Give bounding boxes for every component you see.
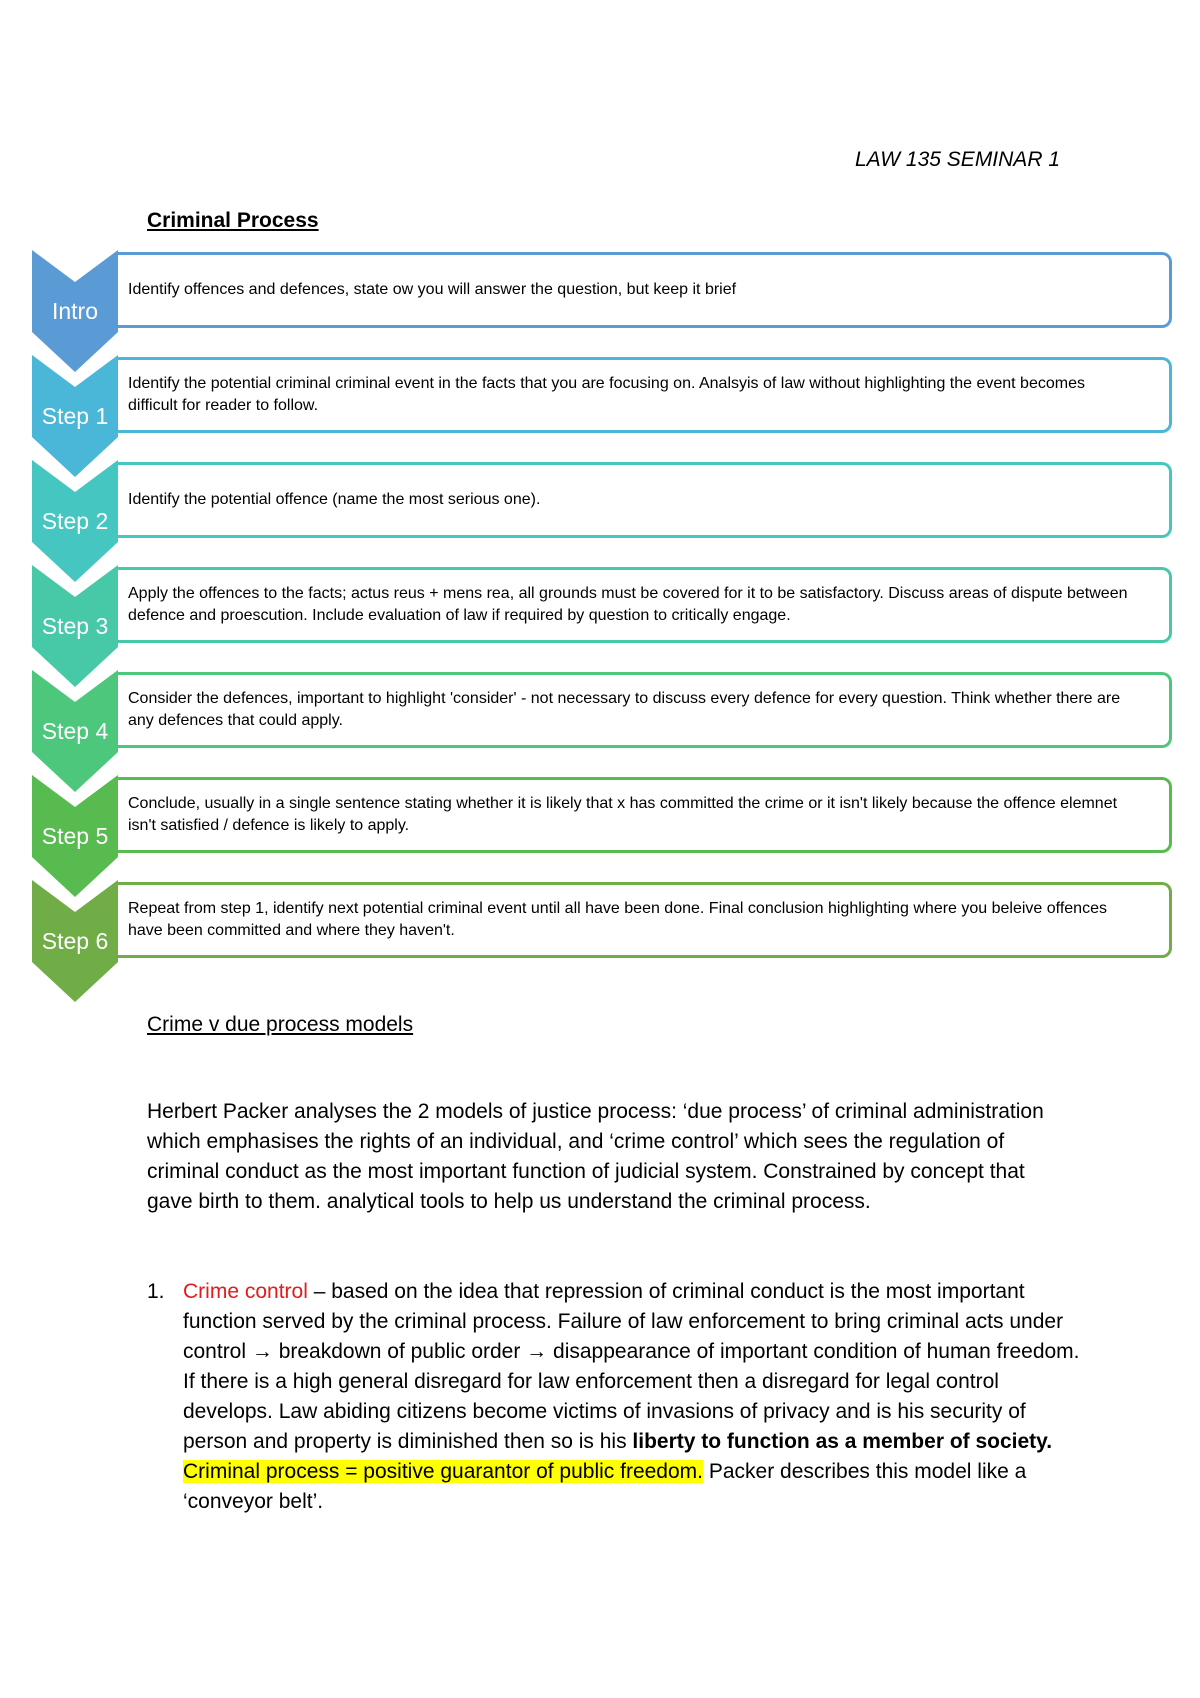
step-box-step-5 [118, 777, 1172, 853]
step-text: Identify the potential criminal criminal event in the facts that you are focusing on. Analsyis of law without highlighting the event becomes difficult for reader to follow. [128, 375, 1085, 414]
course-header: LAW 135 SEMINAR 1 [854, 148, 1060, 171]
step-box-step-2 [118, 462, 1172, 538]
step-label: Intro [51, 298, 99, 324]
step-label: Step 2 [41, 508, 109, 534]
step-label: Step 5 [41, 823, 109, 849]
step-label: Step 6 [41, 928, 109, 954]
step-text: Conclude, usually in a single sentence stating whether it is likely that x has committed the crime or it isn't likely because the offence elemnet isn't satisfied / defence is likely to apply. [128, 795, 1118, 834]
liberty-bold-text: liberty to function as a member of society. [632, 1430, 1053, 1453]
step-text: Identify the potential offence (name the most serious one). [128, 491, 541, 508]
step-text: Apply the offences to the facts; actus reus + mens rea, all grounds must be covered for it to be satisfactory. Discuss areas of dispute between defence and proescution. Include evaluation of law if required by question to critically engage. [128, 585, 1128, 624]
chevron-step-3 [32, 565, 118, 687]
crime-control-description: – based on the idea that repression of criminal conduct is the most important function served by the criminal process. Failure of law enforcement to bring criminal acts under control → breakdown of public order → disappearance of important condition of human freedom. If there is a high general disregard for law enforcement then a disregard for legal control develops. Law abiding citizens become victims of invasions of privacy and is his security of person and property is diminished then so is his [183, 1280, 1080, 1453]
highlighted-guarantor-text: Criminal process = positive guarantor of public freedom. [183, 1460, 703, 1483]
step-text: Consider the defences, important to highlight 'consider' - not necessary to discuss every defence for every question. Think whether there are any defences that could apply. [128, 690, 1121, 729]
list-number: 1. [147, 1280, 165, 1303]
step-box-intro [118, 252, 1172, 328]
step-label: Step 1 [41, 403, 109, 429]
section-title-criminal-process: Criminal Process [147, 209, 319, 232]
step-text: Identify offences and defences, state ow you will answer the question, but keep it brief [128, 281, 737, 298]
chevron-step-2 [32, 460, 118, 582]
packer-intro-paragraph: Herbert Packer analyses the 2 models of justice process: ‘due process’ of criminal administration which emphasises the rights of an individual, and ‘crime control’ which sees the regulation of criminal conduct as the most important function of judicial system. Constrained by concept that gave birth to them. analytical tools to help us understand the criminal process. [147, 1100, 1044, 1213]
chevron-step-4 [32, 670, 118, 792]
section-title-crime-due-process: Crime v due process models [147, 1013, 414, 1036]
step-box-step-3 [118, 567, 1172, 643]
step-box-step-6 [118, 882, 1172, 958]
conveyor-belt-text: Packer describes this model like a ‘conveyor belt’. [183, 1460, 1027, 1513]
step-label: Step 3 [41, 613, 109, 639]
chevron-intro [32, 250, 118, 372]
step-label: Step 4 [41, 718, 109, 744]
crime-control-term: Crime control [183, 1280, 308, 1303]
step-box-step-4 [118, 672, 1172, 748]
step-text: Repeat from step 1, identify next potential criminal event until all have been done. Final conclusion highlighting where you beleive offences have been committed and where they haven't. [128, 900, 1107, 939]
chevron-step-5 [32, 775, 118, 897]
step-box-step-1 [118, 357, 1172, 433]
chevron-step-6 [32, 880, 118, 1002]
list-item-body [183, 1277, 1083, 1517]
chevron-step-1 [32, 355, 118, 477]
